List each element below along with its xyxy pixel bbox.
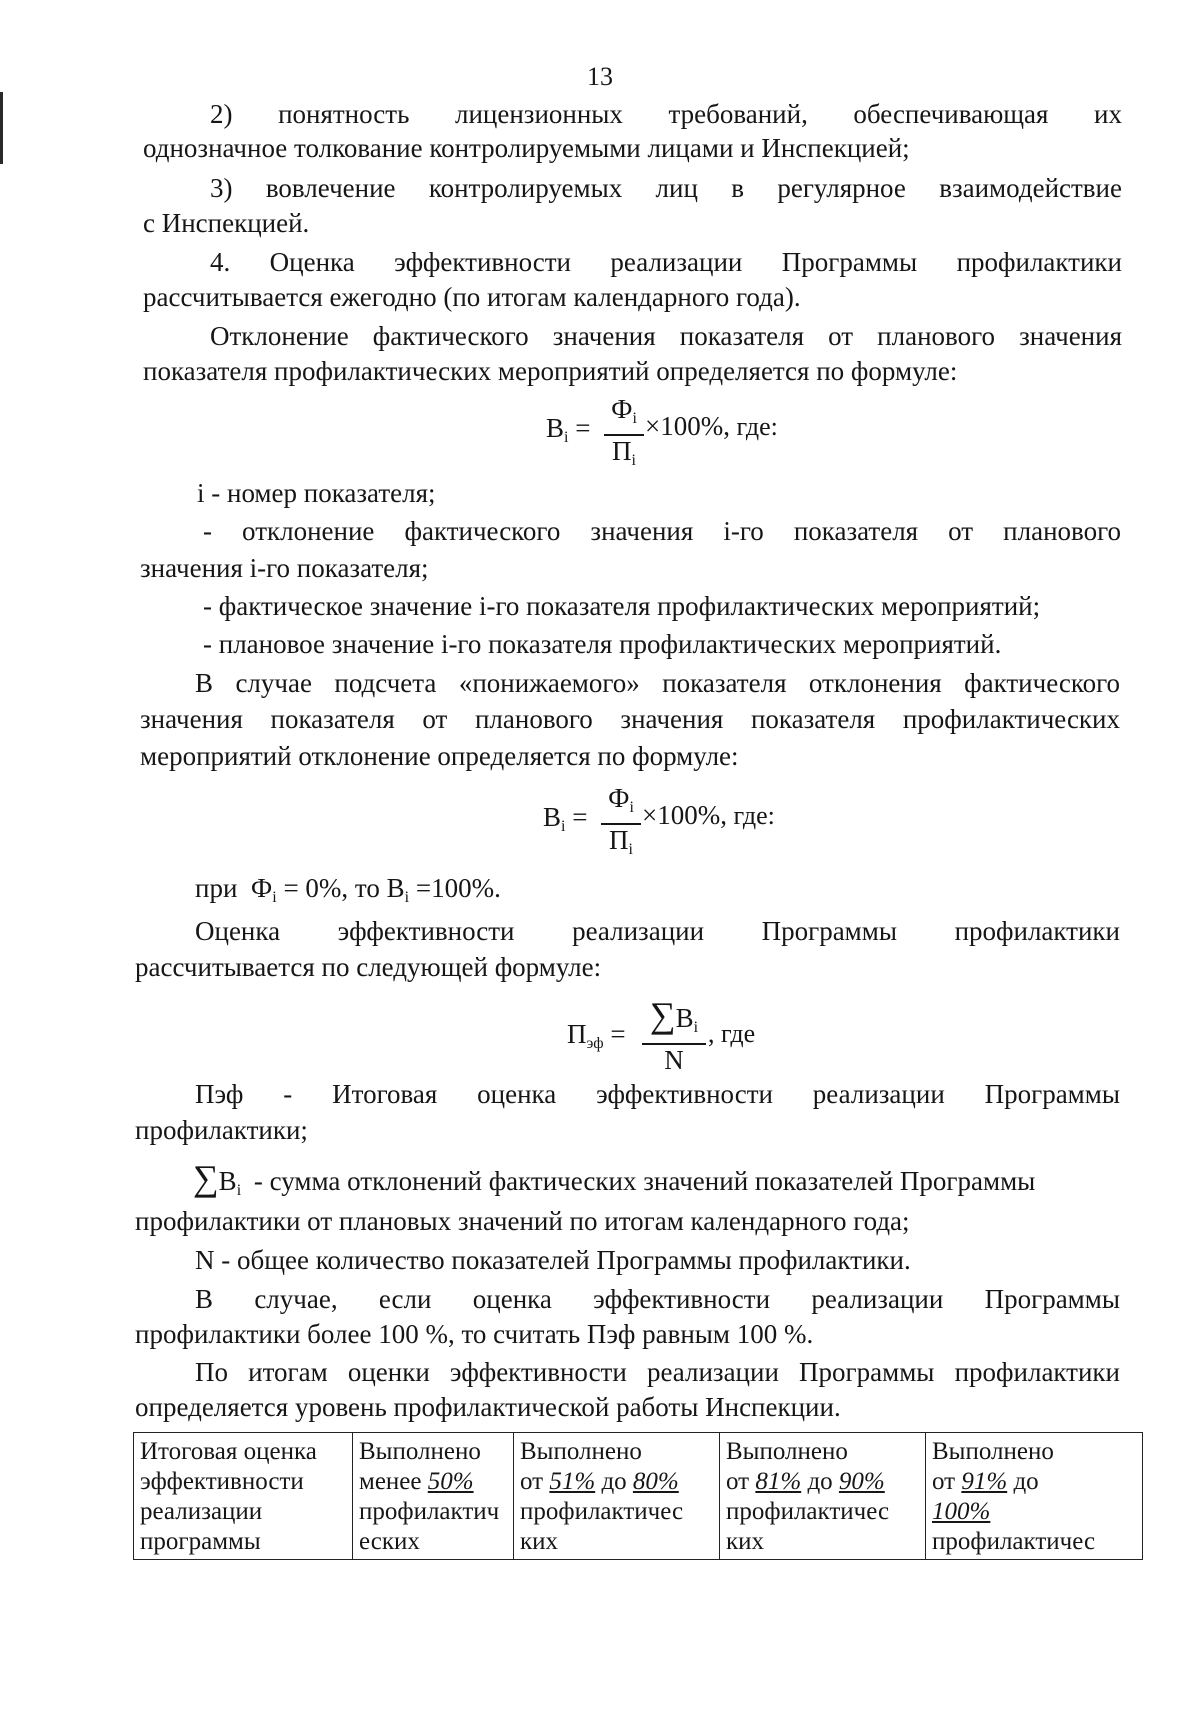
para-5-line-2: показателя профилактических мероприятий определяется по формуле: <box>143 356 958 386</box>
table-cell-header: Итоговая оценка эффективности реализации программы <box>134 1433 353 1560</box>
para-8-line-2: рассчитывается по следующей формуле: <box>135 952 602 982</box>
para-6-line-1: В случае подсчета «понижаемого» показателя отклонения фактического <box>195 668 1120 698</box>
para-9-line-1: Пэф - Итоговая оценка эффективности реализации Программы <box>195 1079 1120 1109</box>
para-11: N - общее количество показателей Программы профилактики. <box>195 1245 911 1275</box>
para-4-line-1: 4. Оценка эффективности реализации Программы профилактики <box>210 247 1122 277</box>
table-cell-91-100: Выполнено от 91% до 100% профилактичес <box>926 1433 1143 1560</box>
para-10-line-2: профилактики от плановых значений по итогам календарного года; <box>135 1206 910 1236</box>
formula-2-multiplier: ×100%, <box>642 800 727 830</box>
para-7-condition: при $Ф_i = 0\%$, то $В_i =100\%$. <box>195 873 501 906</box>
para-10-line-1: $\sum В_i$ - сумма отклонений фактических значений показателей Программы <box>193 1158 1036 1199</box>
definition-b-line-2: значения i-го показателя; <box>140 553 429 583</box>
para-2-line-1: 2) понятность лицензионных требований, обеспечивающая их <box>210 99 1122 129</box>
para-6-line-2: значения показателя от планового значения показателя профилактических <box>140 704 1120 734</box>
para-12-line-1: В случае, если оценка эффективности реализации Программы <box>195 1284 1120 1314</box>
formula-3-where: , где <box>708 1019 756 1048</box>
para-9-line-2: профилактики; <box>135 1115 308 1145</box>
table-cell-below-50: Выполнено менее 50% профилактич еских <box>353 1433 514 1560</box>
para-13-line-2: определяется уровень профилактической работы Инспекции. <box>135 1392 841 1422</box>
formula-2-fraction: $Ф_i$ $П_i$ <box>601 783 641 865</box>
formula-1-fraction: $Ф_i$ $П_i$ <box>604 394 644 476</box>
table-cell-51-80: Выполнено от 51% до 80% профилактичес ких <box>514 1433 720 1560</box>
prevention-level-table <box>133 1432 1143 1560</box>
definition-p: - плановое значение i-го показателя профилактических мероприятий. <box>203 629 1002 659</box>
sum-icon: ∑ <box>649 995 676 1035</box>
para-12-line-2: профилактики более 100 %, то считать Пэф равным 100 %. <box>135 1319 814 1349</box>
table-cell-81-90: Выполнено от 81% до 90% профилактичес ких <box>720 1433 926 1560</box>
definition-b-line-1: - отклонение фактического значения i-го показателя от планового <box>203 516 1121 546</box>
scan-edge-mark <box>0 92 3 164</box>
formula-3-lhs: П <box>567 1019 587 1049</box>
para-4-line-2: рассчитывается ежегодно (по итогам календарного года). <box>143 282 801 312</box>
definition-f: - фактическое значение i-го показателя профилактических мероприятий; <box>203 591 1041 621</box>
formula-3-fraction: $\sum В_i$ N <box>642 1000 706 1075</box>
para-6-line-3: мероприятий отклонение определяется по формуле: <box>140 741 739 771</box>
sum-icon: ∑ <box>193 1158 219 1198</box>
definition-i: i - номер показателя; <box>197 478 436 508</box>
formula-2-lhs: В <box>543 802 562 832</box>
para-2-line-2: однозначное толкование контролируемыми лицами и Инспекцией; <box>143 133 910 163</box>
para-13-line-1: По итогам оценки эффективности реализации Программы профилактики <box>195 1357 1120 1387</box>
page-number: 13 <box>587 62 613 91</box>
table-row <box>134 1433 1143 1560</box>
formula-1-lhs: В <box>546 413 565 443</box>
document-page: 13 2) понятность лицензионных требований, обеспечивающая их однозначное толкование контролируемыми лицами и Инспекцией; 3) вовлечение контролируемых лиц в регулярное взаимодействие с Инспекцией. 4. Оценка эффективности реализации Программы профилактики рассчитывается ежегодно (по итогам календарного года). Отклонение фактического значения показателя от планового значения показателя профилактических мероприятий определяется по формуле: $В_i$ = $Ф_i$ $П_i$ ×100%, где: i - номер показателя; - отклонение фактического значения i-го показателя от планового значения i-го показателя; - фактическое значение i-го показателя профилактических мероприятий; - плановое значение i-го показателя профилактических мероприятий. В случае подсчета «понижаемого» показателя отклонения фактического значения показателя от планового значения показателя профилактических мероприятий отклонение определяется по формуле: $В_i$ = $Ф_i$ $П_i$ ×100%, где: при $Ф_i = 0\%$, то $В_i =100\%$. Оценка эффективности реализации Программы профилактики рассчитывается по следующей формуле: $П_{эф}$ = $\sum В_i$ N , где Пэф - Итоговая оценка эффективности реализации Программы профилактики; $\sum В_i$ - сумма отклонений фактических значений показателей Программы профилактики от плановых значений по итогам календарного года; N - общее количество показателей Программы профилактики. В случае, если оценка эффективности реализации Программы профилактики более 100 %, то считать Пэф равным 100 %. По итогам оценки эффективности реализации Программы профилактики определяется уровень профилактической работы Инспекции. Итоговая оценка эффективности реализации программы Выполнено менее 50% профилактич еских Выполнено от 51% до 80% профилактичес ких Выполнено от 81% до 90% профилактичес ких Выполнено от 91% до 100% профилактичес <box>0 0 1200 1710</box>
para-3-line-1: 3) вовлечение контролируемых лиц в регулярное взаимодействие <box>210 173 1122 203</box>
para-8-line-1: Оценка эффективности реализации Программы профилактики <box>195 916 1120 946</box>
para-3-line-2: с Инспекцией. <box>143 208 310 238</box>
para-5-line-1: Отклонение фактического значения показателя от планового значения <box>210 321 1122 351</box>
formula-1-multiplier: ×100%, <box>645 411 730 441</box>
